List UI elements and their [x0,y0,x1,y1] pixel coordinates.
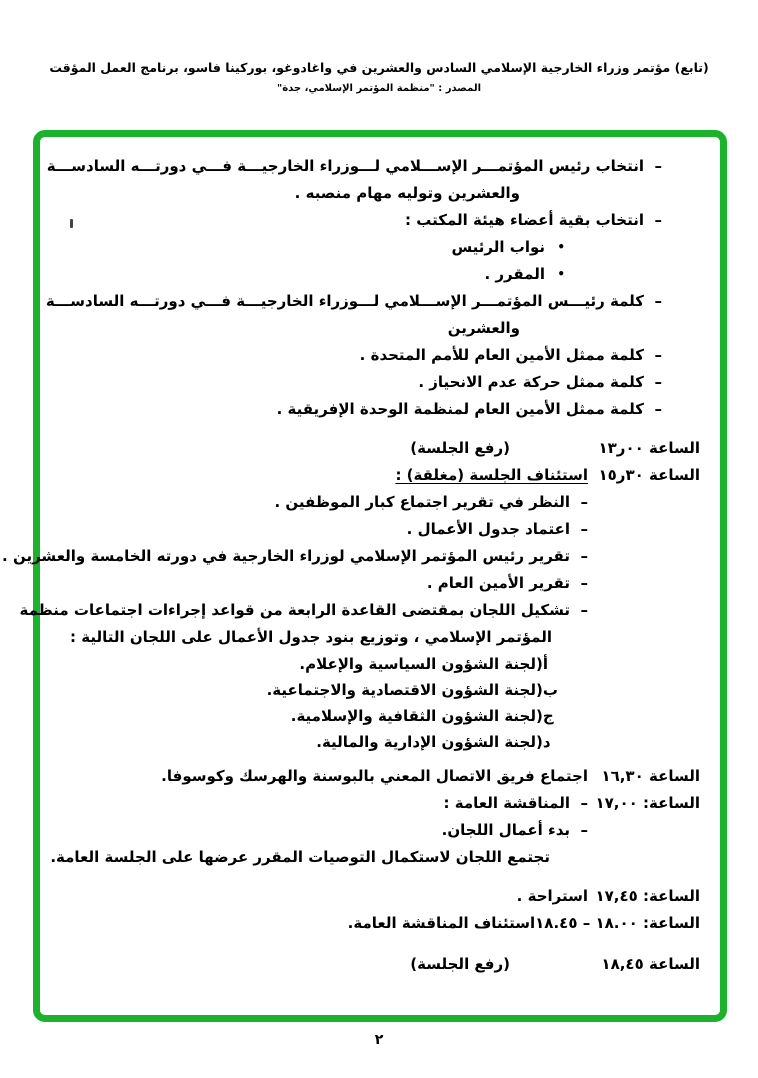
dash-icon: – [580,493,588,511]
list-item-text: تقرير الأمين العام . [426,574,570,592]
list-item-text: النظر في تقرير اجتماع كبار الموظفين . [274,493,570,511]
list-item [40,369,662,396]
committee-letter: )ج [536,707,554,725]
document-header [0,60,758,94]
time-label: الساعة ١٦,٣٠ [601,767,700,785]
list-item-text: انتخاب رئيس المؤتمـــر الإســـلامي لـــوزراء الخارجيـــة فـــي دورتـــه السادســـة [46,157,644,175]
list-item-text: المناقشة العامة : [443,794,570,812]
dash-icon: – [654,292,662,310]
list-item [40,396,662,423]
list-item [2,543,588,570]
dash-icon: – [580,574,588,592]
dash-icon: – [580,547,588,565]
list-item [40,342,662,369]
committee-name: لجنة الشؤون السياسية والإعلام. [299,655,536,673]
dash-icon: – [654,400,662,418]
list-item [444,794,588,812]
list-item [40,817,588,844]
list-item [40,288,662,315]
list-item-text: تقرير رئيس المؤتمر الإسلامي لوزراء الخارجية في دورته الخامسة والعشرين . [2,547,570,565]
time-label: الساعة ٠٠ر١٣ [598,439,700,457]
document-title: (تابع) مؤتمر وزراء الخارجية الإسلامي السادس والعشرين في واغادوغو، بوركينا فاسو، برنامج العمل المؤقت [49,60,709,75]
time-label: الساعة ١٨,٤٥ [601,955,700,973]
list-item [40,570,588,597]
list-item-text: تشكيل اللجان بمقتضى القاعدة الرابعة من قواعد إجراءات اجتماعات منظمة [19,601,570,619]
schedule-row [40,951,700,978]
closed-session-items [2,489,588,755]
list-item [19,597,588,624]
committee-name: لجنة الشؤون الإدارية والمالية. [316,733,536,751]
dash-icon: – [580,520,588,538]
committee-row [40,729,566,755]
list-item-text: اعتماد جدول الأعمال . [406,520,570,538]
agenda-frame [2,130,727,1022]
committee-row [40,651,566,677]
list-item-text: كلمة رئيـــس المؤتمـــر الإســـلامي لـــوزراء الخارجيـــة فـــي دورتـــه السادســـة [45,292,644,310]
bullet-item-text: المقرر . [484,265,545,283]
committee-letter: )د [536,733,551,751]
schedule-entry: (رفع الجلسة) [410,439,510,457]
schedule-row [40,462,700,489]
committee-name: لجنة الشؤون الثقافية والإسلامية. [290,707,536,725]
schedule-row [40,910,700,937]
list-item-text: انتخاب بقية أعضاء هيئة المكتب : [405,211,644,229]
list-item-text: كلمة ممثل الأمين العام للأمم المتحدة . [359,346,644,364]
dash-icon: – [654,157,662,175]
schedule-entry: استئناف المناقشة العامة. [347,914,536,932]
schedule-row [40,763,700,790]
bullet-item [40,234,565,261]
dash-icon: – [580,794,588,812]
schedule-row [40,790,700,844]
time-label: الساعة: ١٧,٤٥ [595,887,700,905]
dash-icon: – [654,346,662,364]
bullet-icon: • [557,267,565,281]
list-item-text: كلمة ممثل حركة عدم الانحياز . [418,373,644,391]
list-item-continuation: والعشرين وتوليه مهام منصبه . [294,184,520,202]
schedule-entry: اجتماع فريق الاتصال المعني بالبوسنة والهرسك وكوسوفا. [161,767,588,785]
list-item-continuation: المؤتمر الإسلامي ، وتوزيع بنود جدول الأعمال على اللجان التالية : [70,628,552,646]
time-label: الساعة: ١٨.٠٠ – ١٨.٤٥ [535,914,700,932]
dash-icon: – [580,821,588,839]
committee-row [40,677,566,703]
list-item [40,207,662,234]
dash-icon: – [654,373,662,391]
time-label: الساعة ٣٠ر١٥ [598,466,700,484]
document-source: المصدر : "منظمة المؤتمر الإسلامي، جدة" [276,83,481,94]
list-item-continuation: والعشرين [447,319,520,337]
list-item [40,516,588,543]
list-item [40,489,588,516]
time-label: الساعة: ١٧,٠٠ [595,794,700,812]
bullet-item [40,261,565,288]
schedule-entry: استراحة . [516,887,588,905]
committee-letter: )أ [536,655,548,673]
bullet-icon: • [557,240,565,254]
bullet-item-text: نواب الرئيس [451,238,545,256]
schedule-note: تجتمع اللجان لاستكمال التوصيات المقرر عرضها على الجلسة العامة. [50,848,550,866]
schedule-entry-underlined: استئناف الجلسة (مغلقة) : [395,466,588,484]
schedule-row [40,883,700,910]
list-item-text: بدء أعمال اللجان. [441,821,570,839]
committee-row [40,703,566,729]
committee-name: لجنة الشؤون الاقتصادية والاجتماعية. [266,681,536,699]
schedule-entry: (رفع الجلسة) [410,955,510,973]
list-item-text: كلمة ممثل الأمين العام لمنظمة الوحدة الإفريقية . [276,400,644,418]
dash-icon: – [654,211,662,229]
committee-letter: )ب [536,681,558,699]
list-item [40,153,662,180]
dash-icon: – [580,601,588,619]
schedule-row [40,435,700,462]
page-number: ٢ [374,1032,384,1048]
